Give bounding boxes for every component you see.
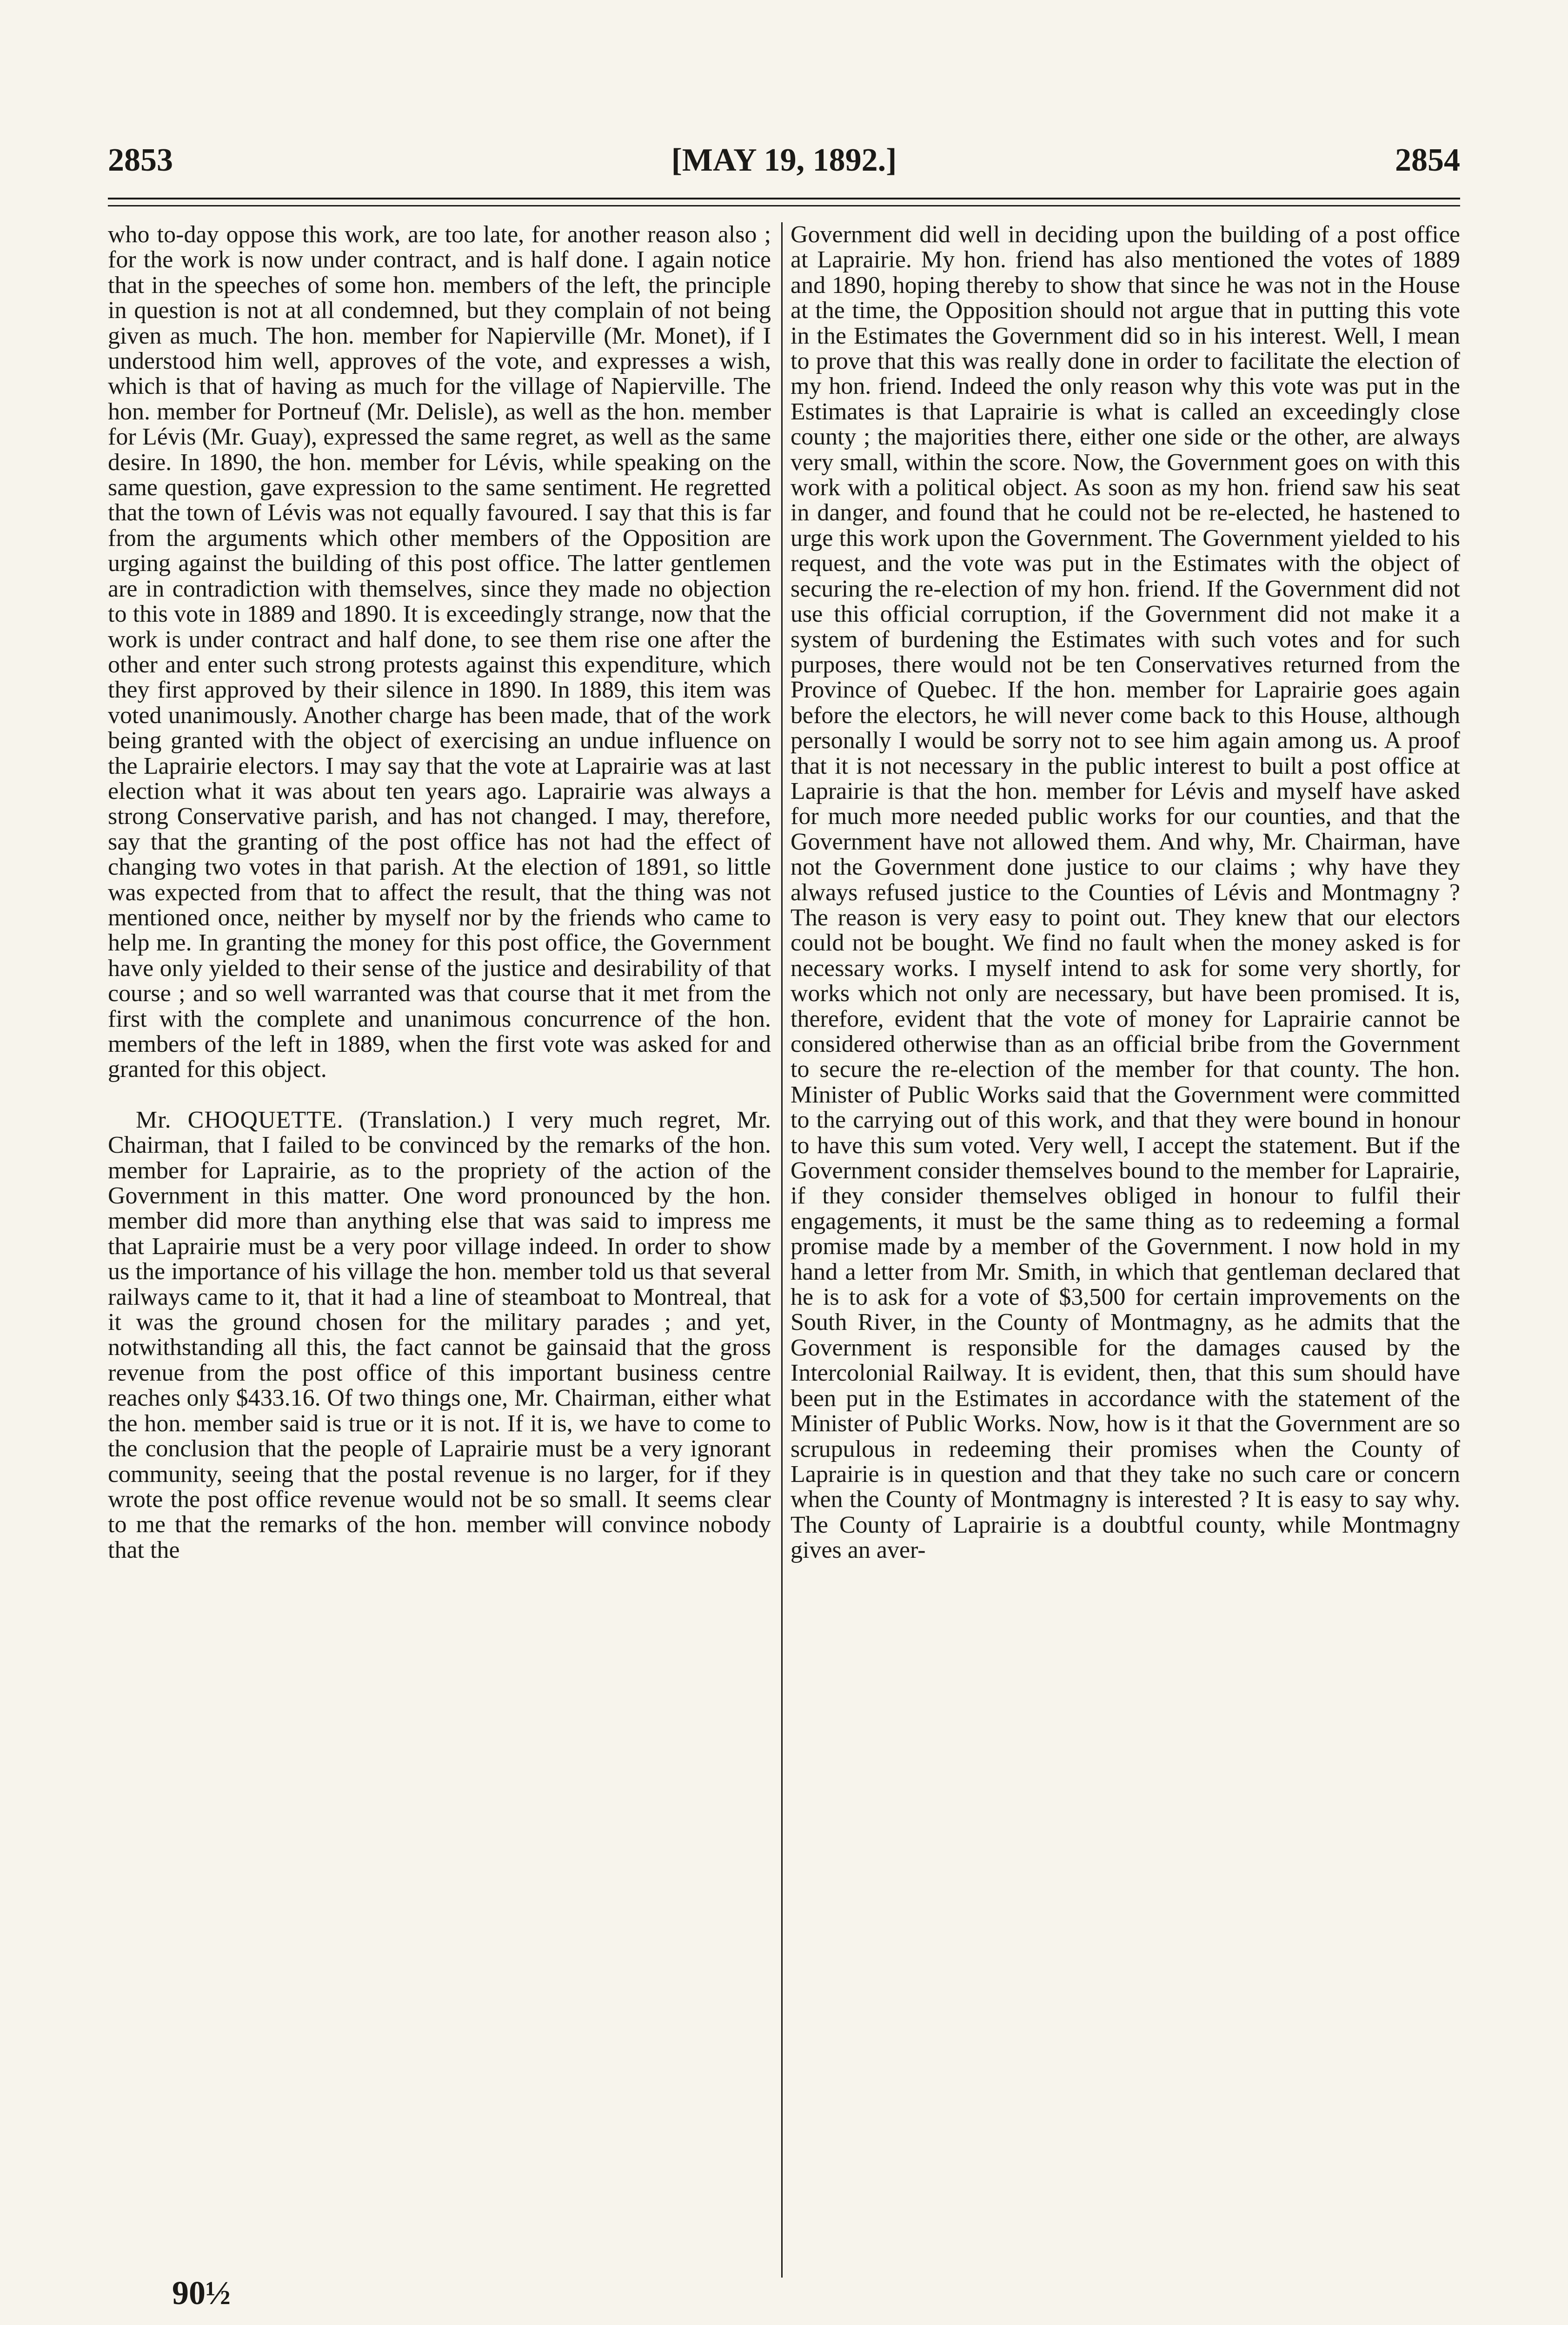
signature-mark: 90½ [172, 2274, 231, 2312]
column-divider [781, 222, 783, 2278]
page-date: [MAY 19, 1892.] [671, 142, 897, 178]
page-number-left: 2853 [108, 142, 173, 178]
left-paragraph-2 [108, 1108, 771, 1563]
speaker-name: Mr. CHOQUETTE. [136, 1106, 344, 1133]
left-column [108, 222, 771, 2287]
right-column [791, 222, 1460, 2287]
right-paragraph-1: Government did well in deciding upon the building of a post office at Laprairie. My hon. friend has also mentioned the votes of 1889 and 1890, hoping thereby to show that since he was not in the House at the time, the Opposition should not argue that in putting this vote in the Estimates the Government did so in his interest. Well, I mean to prove that this was really done in order to facilitate the election of my hon. friend. Indeed the only reason why this vote was put in the Estimates is that Laprairie is what is called an exceedingly close county ; the majorities there, either one side or the other, are always very small, within the score. Now, the Government goes on with this work with a political object. As soon as my hon. friend saw his seat in danger, and found that he could not be re-elected, he hastened to urge this work upon the Government. The Government yielded to his request, and the vote was put in the Estimates with the object of securing the re-election of my hon. friend. If the Government did not use this official corruption, if the Government did not make it a system of burdening the Estimates with such votes and for such purposes, there would not be ten Conservatives returned from the Province of Quebec. If the hon. member for Laprairie goes again before the electors, he will never come back to this House, although personally I would be sorry not to see him again among us. A proof that it is not necessary in the public interest to built a post office at Laprairie is that the hon. member for Lévis and myself have asked for much more needed public works for our counties, and that the Government have not allowed them. And why, Mr. Chairman, have not the Government done justice to our claims ; why have they always refused justice to the Counties of Lévis and Montmagny ? The reason is very easy to point out. They knew that our electors could not be bought. We find no fault when the money asked is for necessary works. I myself intend to ask for some very shortly, for works which not only are necessary, but have been promised. It is, therefore, evident that the vote of money for Laprairie cannot be considered otherwise than as an official bribe from the Government to secure the re-election of the member for that county. The hon. Minister of Public Works said that the Government were committed to the carrying out of this work, and that they were bound in honour to have this sum voted. Very well, I accept the statement. But if the Government consider themselves bound to the member for Laprairie, if they consider themselves obliged in honour to fulfil their engagements, it must be the same thing as to redeeming a formal promise made by a member of the Government. I now hold in my hand a letter from Mr. Smith, in which that gentleman declared that he is to ask for a vote of $3,500 for certain improvements on the South River, in the County of Montmagny, as he admits that the Government is responsible for the damages caused by the Intercolonial Railway. It is evident, then, that this sum should have been put in the Estimates in accordance with the statement of the Minister of Public Works. Now, how is it that the Government are so scrupulous in redeeming their promises when the County of Laprairie is in question and that they take no such care or concern when the County of Montmagny is interested ? It is easy to say why. The County of Laprairie is a doubtful county, while Montmagny gives an aver- [791, 222, 1460, 1564]
left-paragraph-1: who to-day oppose this work, are too late, for another reason also ; for the work is now under contract, and is half done. I again notice that in the speeches of some hon. members of the left, the principle in question is not at all condemned, but they complain of not being given as much. The hon. member for Napierville (Mr. Monet), if I understood him well, approves of the vote, and expresses a wish, which is that of having as much for the village of Napierville. The hon. member for Portneuf (Mr. Delisle), as well as the hon. member for Lévis (Mr. Guay), expressed the same regret, as well as the same desire. In 1890, the hon. member for Lévis, while speaking on the same question, gave expression to the same sentiment. He regretted that the town of Lévis was not equally favoured. I say that this is far from the arguments which other members of the Opposition are urging against the building of this post office. The latter gentlemen are in contradiction with themselves, since they made no objection to this vote in 1889 and 1890. It is exceedingly strange, now that the work is under contract and half done, to see them rise one after the other and enter such strong protests against this expenditure, which they first approved by their silence in 1890. In 1889, this item was voted unanimously. Another charge has been made, that of the work being granted with the object of exercising an undue influence on the Laprairie electors. I may say that the vote at Laprairie was at last election what it was about ten years ago. Laprairie was always a strong Conservative parish, and has not changed. I may, therefore, say that the granting of the post office has not had the effect of changing two votes in that parish. At the election of 1891, so little was expected from that to affect the result, that the thing was not mentioned once, neither by myself nor by the friends who came to help me. In granting the money for this post office, the Government have only yielded to their sense of the justice and desirability of that course ; and so well warranted was that course that it met from the first with the complete and unanimous concurrence of the hon. members of the left in 1889, when the first vote was asked for and granted for this object. [108, 222, 771, 1083]
header-rule-bottom [108, 205, 1460, 206]
page-header [108, 142, 1460, 184]
speech-text: (Translation.) I very much regret, Mr. Chairman, that I failed to be convinced by the remarks of the hon. member for Laprairie, as to the propriety of the action of the Government in this matter. One word pronounced by the hon. member did more than anything else that was said to impress me that Laprairie must be a very poor village indeed. In order to show us the importance of his village the hon. member told us that several railways came to it, that it had a line of steamboat to Montreal, that it was the ground chosen for the military parades ; and yet, notwithstanding all this, the fact cannot be gainsaid that the gross revenue from the post office of this important business centre reaches only $433.16. Of two things one, Mr. Chairman, either what the hon. member said is true or it is not. If it is, we have to come to the conclusion that the people of Laprairie must be a very ignorant community, seeing that the postal revenue is no larger, for if they wrote the post office revenue would not be so small. It seems clear to me that the remarks of the hon. member will convince nobody that the [108, 1106, 771, 1563]
header-rule-top [108, 198, 1460, 199]
page-number-right: 2854 [1395, 142, 1460, 178]
